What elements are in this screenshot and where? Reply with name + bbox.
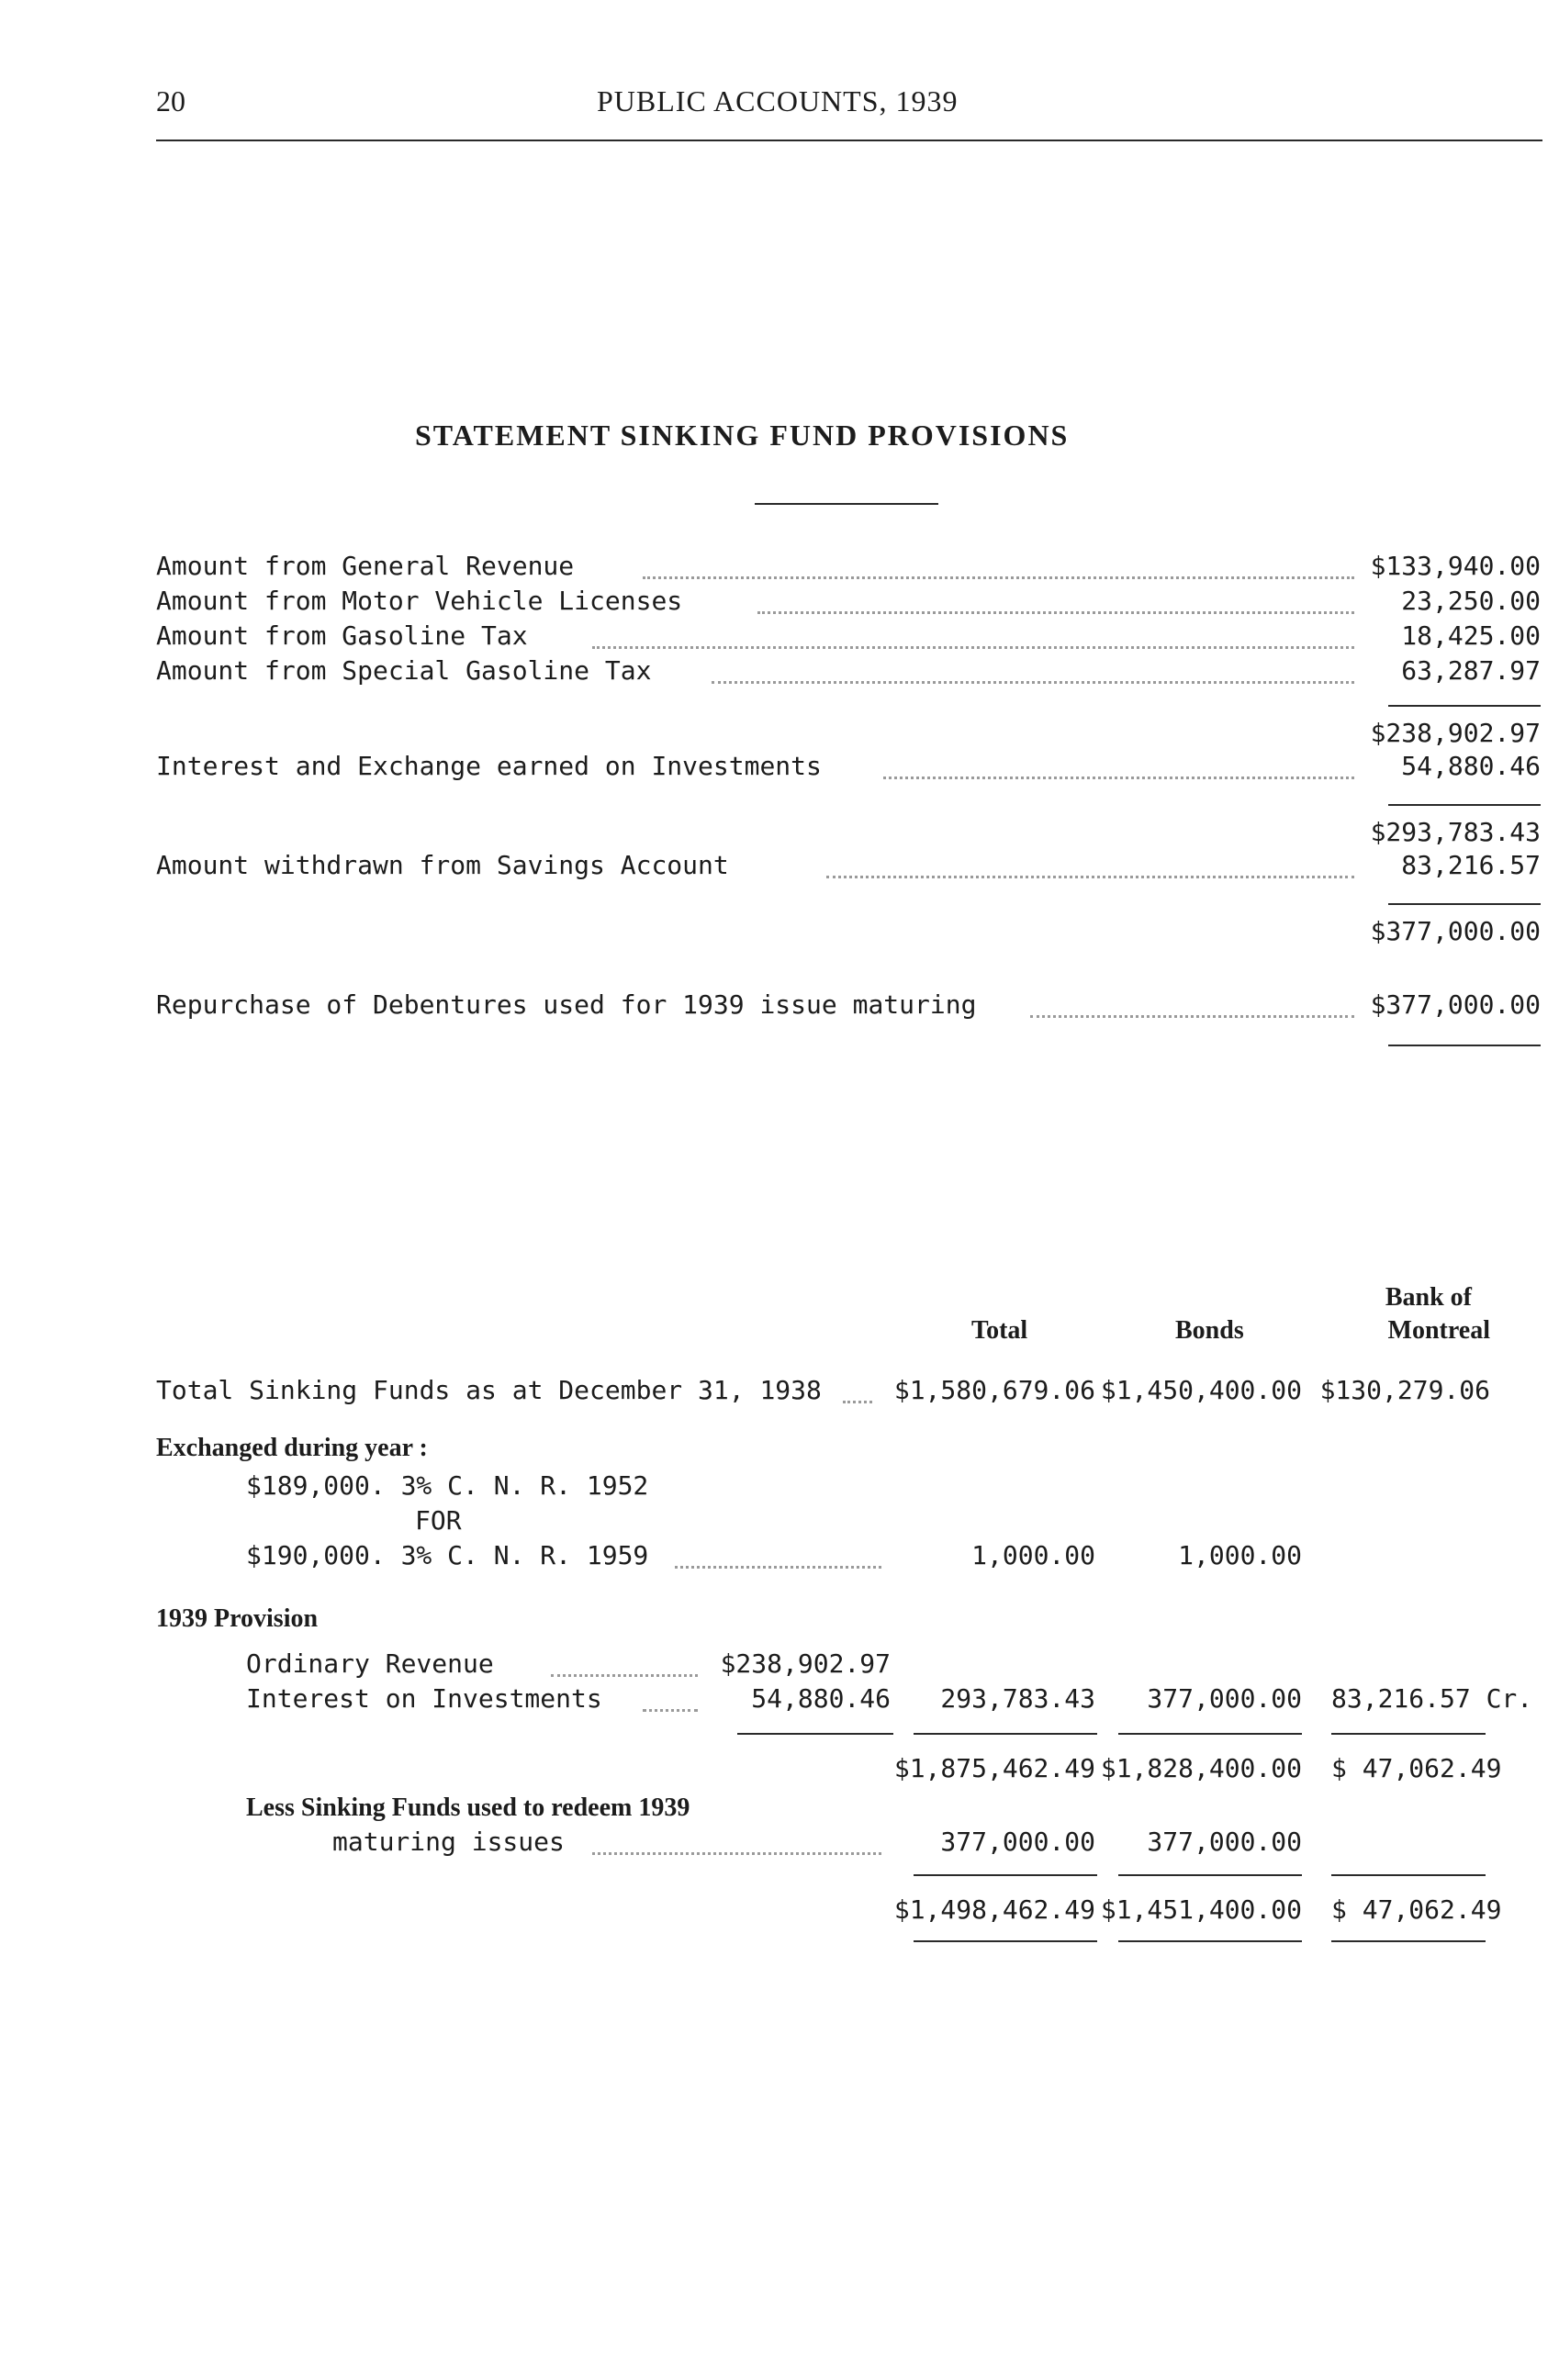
closing-bonds: $1,451,400.00 xyxy=(1100,1894,1302,1925)
savings-amount: 83,216.57 xyxy=(1401,850,1541,880)
column-header-bank: Bank of xyxy=(1385,1283,1472,1312)
opening-label: Total Sinking Funds as at December 31, 1938 xyxy=(156,1375,822,1405)
ordinary-label: Ordinary Revenue xyxy=(246,1648,494,1679)
double-rule xyxy=(914,1940,1097,1942)
subtotal-amount: $377,000.00 xyxy=(1370,916,1541,946)
less-total: 377,000.00 xyxy=(940,1827,1095,1857)
leader-dots xyxy=(675,1566,881,1569)
statement-line-label: Amount from Gasoline Tax xyxy=(156,620,528,651)
column-header-total: Total xyxy=(971,1316,1028,1345)
less-label-line1 xyxy=(246,1792,690,1823)
provision-interest-amount: 54,880.46 xyxy=(751,1683,891,1714)
column-rule xyxy=(1331,1874,1486,1876)
running-bank: $ 47,062.49 xyxy=(1331,1753,1502,1783)
ordinary-amount: $238,902.97 xyxy=(720,1648,891,1679)
interest-amount: 54,880.46 xyxy=(1401,751,1541,781)
column-rule xyxy=(1331,1733,1486,1735)
statement-title: STATEMENT SINKING FUND PROVISIONS xyxy=(415,419,1070,452)
column-rule xyxy=(1118,1874,1302,1876)
closing-total: $1,498,462.49 xyxy=(893,1894,1095,1925)
subtotal-amount: $293,783.43 xyxy=(1370,817,1541,847)
column-header-bonds: Bonds xyxy=(1175,1316,1244,1345)
exchanged-from: $189,000. 3% C. N. R. 1952 xyxy=(246,1470,649,1501)
double-rule xyxy=(1331,1940,1486,1942)
provision-bank-suffix: Cr. xyxy=(1486,1683,1533,1714)
exchanged-to: $190,000. 3% C. N. R. 1959 xyxy=(246,1540,649,1570)
column-rule xyxy=(914,1733,1097,1735)
statement-line-amount: 18,425.00 xyxy=(1401,620,1541,651)
leader-dots xyxy=(592,1852,881,1855)
provision-bank-cell xyxy=(1331,1683,1532,1714)
exchanged-heading: Exchanged during year : xyxy=(156,1434,428,1462)
provision-year: 1939 xyxy=(156,1604,207,1633)
less-bonds: 377,000.00 xyxy=(1147,1827,1302,1857)
subtotal-rule xyxy=(1388,903,1541,905)
statement-line-label: Amount from Motor Vehicle Licenses xyxy=(156,586,683,616)
less-label-line2: maturing issues xyxy=(332,1827,565,1857)
statement-line-amount: 23,250.00 xyxy=(1401,586,1541,616)
provision-bonds: 377,000.00 xyxy=(1147,1683,1302,1714)
subtotal-rule xyxy=(1388,804,1541,806)
column-rule xyxy=(1118,1733,1302,1735)
header-rule xyxy=(156,140,1542,141)
closing-bank: $ 47,062.49 xyxy=(1331,1894,1502,1925)
exchanged-bonds: 1,000.00 xyxy=(1178,1540,1302,1570)
leader-dots xyxy=(826,876,1354,878)
leader-dots xyxy=(883,777,1354,779)
opening-total: $1,580,679.06 xyxy=(893,1375,1095,1405)
provision-bank: 83,216.57 xyxy=(1331,1683,1471,1714)
running-title: PUBLIC ACCOUNTS, 1939 xyxy=(597,84,959,117)
running-total: $1,875,462.49 xyxy=(893,1753,1095,1783)
provision-heading xyxy=(156,1604,318,1634)
leader-dots xyxy=(712,681,1354,684)
statement-line-amount: $133,940.00 xyxy=(1370,551,1541,581)
statement-line-label: Amount from General Revenue xyxy=(156,551,575,581)
subtotal-rule xyxy=(1388,705,1541,707)
repurchase-amount: $377,000.00 xyxy=(1370,989,1541,1020)
savings-label: Amount withdrawn from Savings Account xyxy=(156,850,729,880)
less-label: Less Sinking Funds used to redeem 1939 xyxy=(246,1793,690,1822)
interest-label: Interest and Exchange earned on Investments xyxy=(156,751,822,781)
provision-word: Provision xyxy=(214,1604,319,1633)
running-bonds: $1,828,400.00 xyxy=(1100,1753,1302,1783)
provision-total: 293,783.43 xyxy=(940,1683,1095,1714)
leader-dots xyxy=(592,646,1354,649)
double-rule xyxy=(1118,1940,1302,1942)
column-rule xyxy=(737,1733,893,1735)
column-rule xyxy=(914,1874,1097,1876)
title-underline xyxy=(755,503,938,505)
leader-dots xyxy=(643,576,1354,579)
provision-interest-label: Interest on Investments xyxy=(246,1683,602,1714)
exchanged-for: FOR xyxy=(415,1505,462,1536)
leader-dots xyxy=(643,1709,698,1712)
subtotal-amount: $238,902.97 xyxy=(1370,718,1541,748)
leader-dots xyxy=(757,611,1354,614)
leader-dots xyxy=(551,1674,698,1677)
column-header-bank: Montreal xyxy=(1387,1316,1490,1345)
double-rule xyxy=(1388,1045,1541,1046)
statement-line-amount: 63,287.97 xyxy=(1401,655,1541,686)
exchanged-total: 1,000.00 xyxy=(971,1540,1095,1570)
opening-bonds: $1,450,400.00 xyxy=(1100,1375,1302,1405)
repurchase-label: Repurchase of Debentures used for 1939 issue maturing xyxy=(156,989,977,1020)
statement-line-label: Amount from Special Gasoline Tax xyxy=(156,655,652,686)
leader-dots xyxy=(1030,1015,1354,1018)
opening-bank: $130,279.06 xyxy=(1319,1375,1490,1405)
page-number: 20 xyxy=(156,84,185,117)
